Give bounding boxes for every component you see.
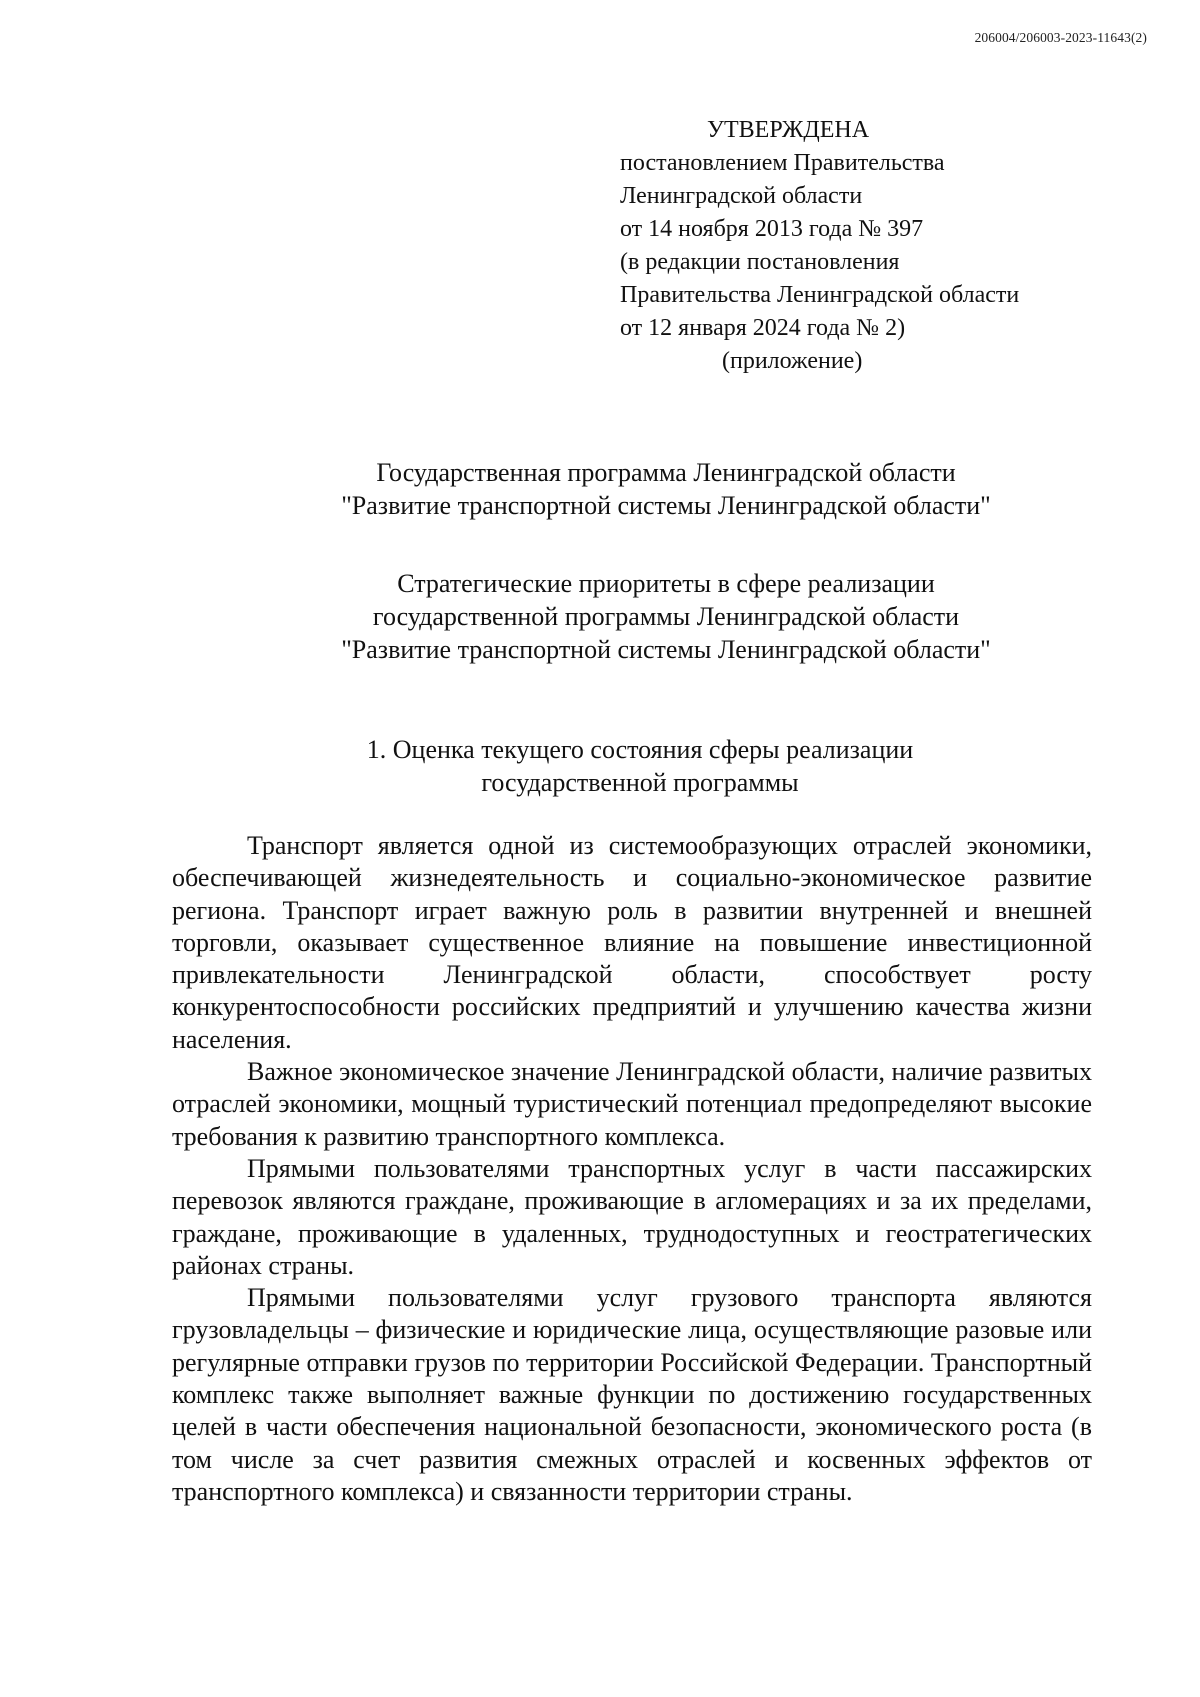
- section-heading: [160, 733, 1120, 799]
- program-title-line: "Развитие транспортной системы Ленинградской области": [341, 491, 991, 520]
- program-title-line: Государственная программа Ленинградской области: [376, 458, 956, 487]
- strategic-priorities-title: [160, 567, 1172, 666]
- approval-line: от 12 января 2024 года № 2): [620, 315, 906, 341]
- approval-line: (в редакции постановления: [620, 249, 900, 275]
- approval-line: Правительства Ленинградской области: [620, 282, 1020, 308]
- body-paragraph: Важное экономическое значение Ленинградской области, наличие развитых отраслей экономики, мощный туристический потенциал предопределяют высокие требования к развитию транспортного комплекса.: [172, 1057, 1092, 1151]
- appendix-note: (приложение): [722, 348, 863, 374]
- program-title: [160, 456, 1172, 522]
- priorities-title-line: государственной программы Ленинградской области: [372, 602, 960, 631]
- section-heading-line: 1. Оценка текущего состояния сферы реализации: [366, 735, 914, 764]
- section-body: [172, 830, 1092, 1508]
- approval-line: постановлением Правительства: [620, 150, 945, 176]
- approval-line: от 14 ноября 2013 года № 397: [620, 216, 924, 242]
- approval-line: Ленинградской области: [620, 183, 863, 209]
- approval-stamp-block: [620, 114, 1080, 378]
- priorities-title-line: "Развитие транспортной системы Ленинградской области": [341, 635, 991, 664]
- priorities-title-line: Стратегические приоритеты в сфере реализации: [397, 569, 935, 598]
- body-paragraph: Транспорт является одной из системообразующих отраслей экономики, обеспечивающей жизнедеятельность и социально-экономическое развитие региона. Транспорт играет важную роль в развитии внутренней и внешней торговли, оказывает существенное влияние на повышение инвестиционной привлекательности Ленинградской области, способствует росту конкурентоспособности российских предприятий и улучшению качества жизни населения.: [172, 831, 1092, 1054]
- document-registration-number: 206004/206003-2023-11643(2): [974, 30, 1147, 45]
- body-paragraph: Прямыми пользователями услуг грузового транспорта являются грузовладельцы – физические и юридические лица, осуществляющие разовые или регулярные отправки грузов по территории Российской Федерации. Транспортный комплекс также выполняет важные функции по достижению государственных целей в части обеспечения национальной безопасности, экономического роста (в том числе за счет развития смежных отраслей и косвенных эффектов от транспортного комплекса) и связанности территории страны.: [172, 1283, 1092, 1506]
- approval-title: УТВЕРЖДЕНА: [707, 117, 870, 143]
- section-heading-line: государственной программы: [481, 768, 799, 797]
- body-paragraph: Прямыми пользователями транспортных услуг в части пассажирских перевозок являются граждане, проживающие в агломерациях и за их пределами, граждане, проживающие в удаленных, труднодоступных и геостратегических районах страны.: [172, 1153, 1092, 1280]
